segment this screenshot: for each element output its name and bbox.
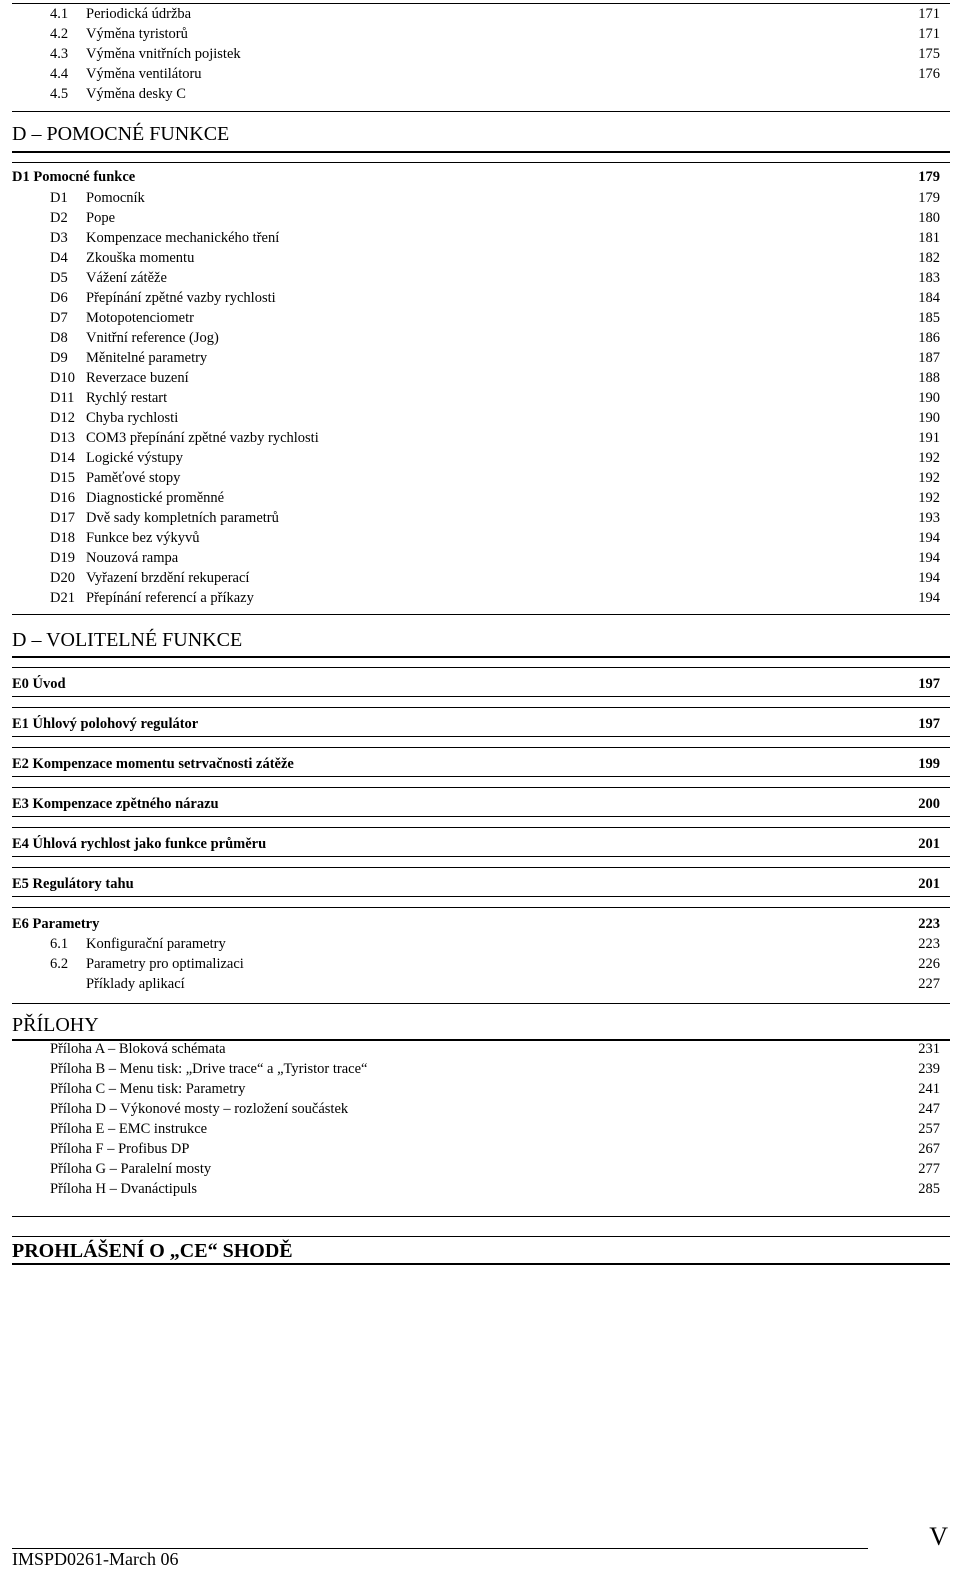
toc-entry xyxy=(12,488,950,508)
section-rule xyxy=(12,1003,950,1004)
entry-title: Příklady aplikací xyxy=(86,976,185,992)
entry-page: 231 xyxy=(918,1041,940,1057)
entry-title: Výměna tyristorů xyxy=(86,26,188,42)
toc-entry xyxy=(12,1139,950,1159)
entry-number: 4.2 xyxy=(50,26,69,42)
entry-page: 190 xyxy=(918,410,940,426)
entry-page: 223 xyxy=(918,936,940,952)
entry-title: E2 Kompenzace momentu setrvačnosti zátěže xyxy=(12,756,294,772)
entry-page: 186 xyxy=(918,330,940,346)
toc-group xyxy=(12,834,950,854)
entry-title: Motopotenciometr xyxy=(86,310,194,326)
entry-title: Kompenzace mechanického tření xyxy=(86,230,280,246)
toc-entry xyxy=(12,954,950,974)
entry-number: D17 xyxy=(50,510,75,526)
footer-document-id: IMSPD0261-March 06 xyxy=(12,1549,179,1569)
toc-entry xyxy=(12,388,950,408)
entry-page: 239 xyxy=(918,1061,940,1077)
group-rule xyxy=(12,696,950,697)
entry-page: 185 xyxy=(918,310,940,326)
toc-entry xyxy=(12,368,950,388)
toc-entry xyxy=(12,348,950,368)
entry-number: D21 xyxy=(50,590,75,606)
entry-title: E0 Úvod xyxy=(12,676,66,692)
entry-title: E4 Úhlová rychlost jako funkce průměru xyxy=(12,836,267,852)
entry-title: Logické výstupy xyxy=(86,450,184,466)
toc-entry xyxy=(12,188,950,208)
entry-page: 181 xyxy=(918,230,940,246)
section-rule xyxy=(12,614,950,615)
entry-number: 6.1 xyxy=(50,936,69,952)
entry-page: 171 xyxy=(918,26,940,42)
toc-group xyxy=(12,874,950,894)
entry-title: Příloha A – Bloková schémata xyxy=(50,1041,226,1057)
entry-number: D5 xyxy=(50,270,68,286)
entry-title: Příloha D – Výkonové mosty – rozložení součástek xyxy=(50,1101,349,1117)
group-rule xyxy=(12,736,950,737)
entry-page: 183 xyxy=(918,270,940,286)
ce-heading: PROHLÁŠENÍ O „CE“ SHODĚ xyxy=(12,1240,293,1262)
toc-entry xyxy=(12,408,950,428)
entry-number: D4 xyxy=(50,250,68,266)
section-rule xyxy=(12,1216,950,1217)
toc-entry xyxy=(12,64,950,84)
entry-number: D8 xyxy=(50,330,68,346)
section-rule xyxy=(12,656,950,658)
toc-entry xyxy=(12,468,950,488)
toc-entry xyxy=(12,528,950,548)
entry-page: 226 xyxy=(918,956,940,972)
toc-entry xyxy=(12,44,950,64)
entry-number: D19 xyxy=(50,550,75,566)
entry-title: Nouzová rampa xyxy=(86,550,179,566)
footer-page-number: V xyxy=(929,1522,948,1551)
group-rule xyxy=(12,896,950,897)
entry-page: 285 xyxy=(918,1181,940,1197)
entry-number: D11 xyxy=(50,390,75,406)
section-heading: PŘÍLOHY xyxy=(12,1014,99,1036)
toc-group xyxy=(12,167,950,187)
entry-title: Výměna ventilátoru xyxy=(86,66,202,82)
toc-entry xyxy=(12,448,950,468)
entry-page: 267 xyxy=(918,1141,940,1157)
toc-entry xyxy=(12,248,950,268)
toc-entry xyxy=(12,208,950,228)
entry-page: 179 xyxy=(918,169,940,185)
entry-number: D12 xyxy=(50,410,75,426)
entry-number: 4.3 xyxy=(50,46,69,62)
entry-title: Měnitelné parametry xyxy=(86,350,208,366)
entry-number: 4.1 xyxy=(50,6,69,22)
entry-title: Parametry pro optimalizaci xyxy=(86,956,244,972)
entry-title: Výměna desky C xyxy=(86,86,186,102)
entry-page: 257 xyxy=(918,1121,940,1137)
toc-entry xyxy=(12,328,950,348)
entry-number: D10 xyxy=(50,370,75,386)
entry-title: Příloha G – Paralelní mosty xyxy=(50,1161,212,1177)
section-heading: D – VOLITELNÉ FUNKCE xyxy=(12,629,243,651)
entry-title: E3 Kompenzace zpětného nárazu xyxy=(12,796,219,812)
entry-title: Přepínání zpětné vazby rychlosti xyxy=(86,290,276,306)
entry-title: Dvě sady kompletních parametrů xyxy=(86,510,279,526)
section-rule xyxy=(12,1236,950,1237)
entry-page: 277 xyxy=(918,1161,940,1177)
entry-page: 175 xyxy=(918,46,940,62)
entry-number: D7 xyxy=(50,310,68,326)
toc-entry xyxy=(12,228,950,248)
entry-title: Konfigurační parametry xyxy=(86,936,226,952)
group-rule xyxy=(12,856,950,857)
entry-page: 200 xyxy=(918,796,940,812)
group-rule xyxy=(12,867,950,868)
entry-title: Vážení zátěže xyxy=(86,270,167,286)
entry-page: 194 xyxy=(918,530,940,546)
entry-page: 184 xyxy=(918,290,940,306)
entry-page: 176 xyxy=(918,66,940,82)
toc-entry xyxy=(12,1119,950,1139)
toc-entry xyxy=(12,4,950,24)
group-rule xyxy=(12,776,950,777)
entry-number: D20 xyxy=(50,570,75,586)
toc-group xyxy=(12,754,950,774)
section-rule xyxy=(12,1263,950,1265)
entry-title: Reverzace buzení xyxy=(86,370,189,386)
group-rule xyxy=(12,787,950,788)
toc-entry xyxy=(12,1159,950,1179)
entry-title: E5 Regulátory tahu xyxy=(12,876,134,892)
entry-title: Výměna vnitřních pojistek xyxy=(86,46,241,62)
group-rule xyxy=(12,827,950,828)
entry-title: Paměťové stopy xyxy=(86,470,181,486)
section-rule xyxy=(12,151,950,153)
entry-page: 192 xyxy=(918,470,940,486)
entry-title: Rychlý restart xyxy=(86,390,168,406)
entry-page: 194 xyxy=(918,550,940,566)
toc-entry xyxy=(12,1179,950,1199)
group-rule xyxy=(12,162,950,163)
entry-page: 171 xyxy=(918,6,940,22)
entry-title: Diagnostické proměnné xyxy=(86,490,225,506)
section-rule xyxy=(12,111,950,112)
entry-page: 180 xyxy=(918,210,940,226)
toc-entry xyxy=(12,588,950,608)
entry-number: D6 xyxy=(50,290,68,306)
toc-entry xyxy=(12,1059,950,1079)
toc-group xyxy=(12,714,950,734)
entry-page: 201 xyxy=(918,876,940,892)
entry-title: E6 Parametry xyxy=(12,916,100,932)
entry-title: Funkce bez výkyvů xyxy=(86,530,200,546)
group-rule xyxy=(12,907,950,908)
toc-entry xyxy=(12,308,950,328)
entry-page: 194 xyxy=(918,570,940,586)
entry-number: 4.4 xyxy=(50,66,69,82)
entry-title: Příloha H – Dvanáctipuls xyxy=(50,1181,197,1197)
entry-page: 190 xyxy=(918,390,940,406)
entry-page: 182 xyxy=(918,250,940,266)
entry-number: D15 xyxy=(50,470,75,486)
toc-entry xyxy=(12,568,950,588)
toc-group xyxy=(12,674,950,694)
toc-entry xyxy=(12,974,950,994)
entry-page: 188 xyxy=(918,370,940,386)
group-rule xyxy=(12,747,950,748)
entry-number: D13 xyxy=(50,430,75,446)
entry-title: Příloha B – Menu tisk: „Drive trace“ a „Tyristor trace“ xyxy=(50,1061,368,1077)
entry-title: COM3 přepínání zpětné vazby rychlosti xyxy=(86,430,319,446)
entry-page: 199 xyxy=(918,756,940,772)
entry-title: Vyřazení brzdění rekuperací xyxy=(86,570,250,586)
entry-title: Příloha F – Profibus DP xyxy=(50,1141,190,1157)
entry-title: D1 Pomocné funkce xyxy=(12,169,136,185)
entry-page: 197 xyxy=(918,676,940,692)
entry-title: Příloha E – EMC instrukce xyxy=(50,1121,208,1137)
toc-entry xyxy=(12,288,950,308)
entry-page: 227 xyxy=(918,976,940,992)
entry-page: 191 xyxy=(918,430,940,446)
toc-entry xyxy=(12,548,950,568)
entry-title: Periodická údržba xyxy=(86,6,192,22)
toc-entry xyxy=(12,268,950,288)
group-rule xyxy=(12,816,950,817)
entry-number: D16 xyxy=(50,490,75,506)
entry-page: 201 xyxy=(918,836,940,852)
entry-page: 179 xyxy=(918,190,940,206)
entry-number: D3 xyxy=(50,230,68,246)
entry-page: 192 xyxy=(918,490,940,506)
section-heading: D – POMOCNÉ FUNKCE xyxy=(12,123,230,145)
entry-page: 187 xyxy=(918,350,940,366)
group-rule xyxy=(12,667,950,668)
toc-entry xyxy=(12,428,950,448)
entry-number: D18 xyxy=(50,530,75,546)
entry-page: 194 xyxy=(918,590,940,606)
entry-number: D14 xyxy=(50,450,75,466)
toc-entry xyxy=(12,508,950,528)
entry-page: 223 xyxy=(918,916,940,932)
entry-title: E1 Úhlový polohový regulátor xyxy=(12,716,199,732)
toc-group xyxy=(12,794,950,814)
toc-entry xyxy=(12,934,950,954)
entry-page: 192 xyxy=(918,450,940,466)
entry-page: 197 xyxy=(918,716,940,732)
entry-title: Vnitřní reference (Jog) xyxy=(86,330,219,346)
entry-title: Zkouška momentu xyxy=(86,250,195,266)
entry-number: 4.5 xyxy=(50,86,69,102)
entry-title: Přepínání referencí a příkazy xyxy=(86,590,254,606)
entry-title: Příloha C – Menu tisk: Parametry xyxy=(50,1081,246,1097)
entry-number: 6.2 xyxy=(50,956,69,972)
entry-page: 241 xyxy=(918,1081,940,1097)
toc-group xyxy=(12,914,950,934)
toc-entry xyxy=(12,1039,950,1059)
toc-entry xyxy=(12,1099,950,1119)
toc-entry xyxy=(12,84,950,104)
entry-number: D9 xyxy=(50,350,68,366)
entry-title: Pomocník xyxy=(86,190,145,206)
entry-title: Chyba rychlosti xyxy=(86,410,179,426)
entry-number: D2 xyxy=(50,210,68,226)
entry-page: 247 xyxy=(918,1101,940,1117)
toc-entry xyxy=(12,24,950,44)
group-rule xyxy=(12,707,950,708)
entry-page: 193 xyxy=(918,510,940,526)
toc-entry xyxy=(12,1079,950,1099)
entry-number: D1 xyxy=(50,190,68,206)
entry-title: Pope xyxy=(86,210,115,226)
